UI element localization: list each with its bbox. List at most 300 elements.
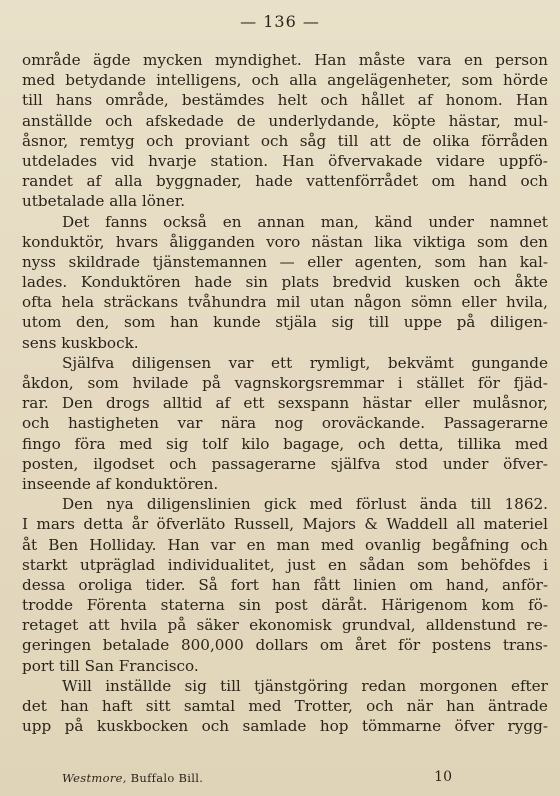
word: hästar, (448, 111, 501, 130)
word: hörde (503, 71, 548, 90)
word: fort (230, 575, 259, 594)
text-line (22, 454, 548, 474)
word: utan (309, 293, 345, 312)
word: och (320, 91, 348, 110)
word: stod (395, 454, 428, 473)
word: & (364, 515, 378, 534)
word: på (456, 313, 476, 332)
word: anför- (502, 575, 548, 594)
word: öfver- (503, 454, 548, 473)
body-text (22, 50, 548, 736)
word: Ben (48, 535, 79, 554)
text-line (22, 474, 548, 494)
text-line (22, 131, 548, 151)
word: om (431, 172, 456, 191)
text-line (22, 555, 548, 575)
word: uppe (403, 313, 442, 332)
word: intelligens, (156, 71, 242, 90)
text-line (22, 635, 548, 655)
word: ända (419, 495, 458, 514)
word: behöfdes (460, 555, 531, 574)
word: Passagerarne (443, 414, 548, 433)
word: med (119, 434, 153, 453)
word: han (271, 575, 301, 594)
word: var (228, 353, 254, 372)
word: ekonomisk (249, 616, 332, 635)
text-line (22, 595, 548, 615)
word: året (355, 636, 387, 655)
text-line (22, 716, 548, 736)
footer-imprint (62, 771, 203, 785)
word: mycken (143, 51, 203, 69)
text-line (22, 292, 548, 312)
word: fjäd- (513, 374, 548, 392)
word: någon (353, 293, 402, 312)
word: Den (62, 495, 93, 514)
word: Holliday. (89, 535, 157, 554)
word: alla (289, 71, 318, 90)
word: konduktör, (22, 232, 105, 251)
word: fått (313, 575, 341, 594)
text-line (22, 171, 548, 191)
word: uppfö- (498, 151, 548, 170)
word: Han (282, 151, 315, 170)
text-line (22, 434, 548, 454)
word: han (60, 697, 89, 715)
word: lades. (22, 273, 68, 292)
word: i (543, 555, 548, 574)
word: man, (320, 212, 359, 231)
word: passagerarne (211, 454, 316, 473)
word: när (406, 697, 433, 715)
word: om (319, 636, 344, 655)
word: Trotter, (294, 697, 353, 715)
word: år (131, 515, 149, 534)
word: och (520, 535, 548, 554)
word: retaget (22, 616, 79, 635)
word: de (236, 111, 256, 130)
word: samlade (242, 717, 307, 736)
word: känd (374, 212, 413, 231)
word: linien (353, 575, 397, 594)
word: diligensen (131, 353, 212, 372)
word: skildrade (68, 252, 140, 271)
word: utdelades (22, 151, 98, 170)
word: ett (271, 353, 293, 372)
word: med (22, 71, 56, 90)
word: inseende (22, 474, 91, 493)
word: af (215, 394, 231, 413)
word: bekvämt (387, 353, 454, 372)
word: en (222, 212, 242, 231)
word: fö- (528, 596, 548, 615)
word: område (22, 51, 81, 69)
word: stjäla (275, 313, 317, 332)
word: med (514, 434, 548, 453)
word: var (210, 535, 236, 554)
word: nya (106, 495, 134, 514)
text-line (22, 312, 548, 332)
word: redan (361, 676, 407, 695)
word: däråt. (321, 596, 368, 615)
word: Den (61, 394, 93, 413)
word: staterna (160, 596, 225, 615)
word: kom (481, 596, 515, 615)
word: tider. (145, 575, 186, 594)
word: och (520, 172, 548, 191)
word: hållet (361, 91, 405, 110)
word: själfva (330, 454, 381, 473)
word: löner. (141, 192, 186, 211)
word: säker (196, 616, 239, 635)
word: alltid (162, 394, 203, 413)
word: mul- (513, 111, 548, 130)
text-line (22, 252, 548, 272)
word: såg (299, 131, 327, 150)
word: och (201, 717, 230, 736)
word: just (287, 555, 316, 574)
word: sig (165, 434, 189, 453)
word: sin (245, 273, 268, 292)
word: hvila, (505, 293, 548, 312)
word: tjänstemannen (152, 252, 267, 271)
word: annan (257, 212, 305, 231)
word: ovanlig (365, 535, 422, 554)
word: trans- (502, 636, 548, 655)
word: öfvervakade (328, 151, 423, 170)
word: ofta (22, 293, 52, 312)
word: Russell, (233, 515, 295, 534)
word: med (320, 535, 354, 554)
word: bagage, (283, 434, 345, 453)
word: I (22, 515, 28, 534)
word: och (260, 131, 289, 150)
word: äntrade (487, 697, 548, 715)
word: kuskbock. (61, 333, 139, 352)
word: med (309, 495, 343, 514)
word: angelägenheter, (327, 71, 452, 90)
word: hand, (445, 575, 490, 594)
word: Så (198, 575, 218, 594)
word: kusken (405, 273, 460, 292)
word: sådan (359, 555, 405, 574)
word: hop (319, 717, 349, 736)
word: sträckans (103, 293, 179, 312)
word: till (337, 131, 359, 150)
word: bestämdes (181, 91, 265, 110)
word: vidare (436, 151, 485, 170)
text-line (22, 50, 548, 70)
word: sig (184, 676, 207, 695)
word: vara (417, 51, 452, 69)
word: på (202, 374, 221, 392)
word: helt (277, 91, 308, 110)
word: Det (62, 212, 90, 231)
word: sin (238, 596, 262, 615)
word: plats (281, 273, 320, 292)
word: posten, (22, 454, 79, 473)
text-line (22, 615, 548, 635)
word: tömmarne (361, 717, 442, 736)
word: Han (167, 535, 200, 554)
word: post (274, 596, 308, 615)
word: hvila (120, 616, 158, 635)
word: Härigenom (381, 596, 468, 615)
text-line (22, 272, 548, 292)
word: fingo (22, 434, 61, 453)
word: geringen (22, 636, 92, 655)
word: nästan (311, 232, 363, 251)
word: han (169, 313, 199, 332)
word: gick (263, 495, 297, 514)
word: och (22, 414, 50, 433)
word: Will (62, 676, 92, 695)
word: föra (74, 434, 106, 453)
word: materiel (483, 515, 548, 534)
word: rar. (22, 394, 49, 413)
word: åt (22, 535, 38, 554)
word: åkte (514, 273, 548, 292)
word: öfver (454, 717, 495, 736)
word: och (146, 131, 174, 150)
text-line (22, 494, 548, 514)
word: person (495, 51, 548, 69)
text-line (22, 212, 548, 232)
word: i (397, 374, 403, 392)
word: åsnor, (22, 131, 69, 150)
word: utom (22, 313, 62, 332)
word: åkdon, (22, 374, 74, 392)
word: på (64, 717, 84, 736)
word: förråden (481, 131, 548, 150)
word: en (327, 555, 347, 574)
word: honom. (445, 91, 503, 110)
word: ilgodset (93, 454, 155, 473)
word: de (402, 131, 422, 150)
word: agenten, (354, 252, 423, 271)
word: lika (374, 232, 403, 251)
word: hastigheten (67, 414, 159, 433)
word: postens (431, 636, 492, 655)
word: diligenslinien (146, 495, 251, 514)
word: mil (276, 293, 301, 312)
word: var (177, 414, 203, 433)
word: nära (220, 414, 257, 433)
word: individualitet, (167, 555, 275, 574)
word: hans (55, 91, 93, 110)
word: kuskbocken (96, 717, 189, 736)
word: voro (266, 232, 301, 251)
word: myndighet. (214, 51, 302, 69)
word: att (88, 616, 110, 635)
text-line (22, 696, 548, 716)
word: alla (109, 192, 138, 211)
word: måste (358, 51, 406, 69)
word: för (477, 374, 500, 392)
signature-mark: 10 (434, 769, 452, 785)
word: och (169, 454, 197, 473)
word: sexspann (277, 394, 350, 413)
word: utbetalade (22, 192, 105, 211)
text-line (22, 373, 548, 393)
word: dessa (22, 575, 66, 594)
word: med (248, 697, 282, 715)
word: rygg- (507, 717, 548, 736)
word: och (357, 434, 386, 453)
word: han (478, 252, 508, 271)
word: tolf (202, 434, 228, 453)
word: öfverläto (156, 515, 226, 534)
word: tillika (457, 434, 502, 453)
word: till (59, 656, 80, 675)
word: sens (22, 333, 57, 352)
word: port (22, 656, 55, 675)
word: tvåhundra (187, 293, 267, 312)
text-line (22, 111, 548, 131)
text-line (22, 535, 548, 555)
word: hvarje (148, 151, 197, 170)
word: Själfva (62, 353, 115, 372)
word: viktiga (413, 232, 466, 251)
text-line (22, 151, 548, 171)
word: och (251, 71, 280, 90)
word: drogs (106, 394, 150, 413)
word: randet (22, 172, 73, 191)
word: oroväckande. (321, 414, 426, 433)
word: dollars (255, 636, 309, 655)
word: mulåsnor, (472, 394, 548, 413)
word: som (87, 374, 119, 392)
word: begåfning (432, 535, 510, 554)
word: remtyg (79, 131, 135, 150)
word: för (398, 636, 421, 655)
word: all (456, 515, 476, 534)
word: oroliga (78, 575, 133, 594)
word: som (476, 232, 509, 251)
text-line (22, 191, 548, 211)
word: som (123, 313, 156, 332)
word: af (417, 91, 433, 110)
word: vid (110, 151, 135, 170)
word: grundval, (341, 616, 416, 635)
word: diligen- (489, 313, 548, 332)
word: detta, (398, 434, 444, 453)
word: haft (101, 697, 133, 715)
text-line (22, 353, 548, 373)
word: underlydande, (268, 111, 380, 130)
word: eller (461, 293, 497, 312)
word: område, (105, 91, 169, 110)
word: tjänstgöring (254, 676, 349, 695)
word: kal- (519, 252, 548, 271)
word: hästar (362, 394, 412, 413)
text-line (22, 514, 548, 534)
footer-title: Westmore, (62, 771, 127, 785)
word: af (95, 474, 111, 493)
word: betalade (102, 636, 170, 655)
word: till (368, 313, 390, 332)
word: station. (210, 151, 269, 170)
word: Förenta (86, 596, 147, 615)
text-line (22, 333, 548, 353)
word: hand (468, 172, 507, 191)
word: re- (526, 616, 548, 635)
word: 800,000 (180, 636, 244, 655)
text-line (22, 656, 548, 676)
word: en (463, 51, 483, 69)
text-line (22, 90, 548, 110)
word: nog (274, 414, 304, 433)
word: San (84, 656, 114, 675)
word: köpte (392, 111, 436, 130)
word: morgonen (419, 676, 498, 695)
word: Han (515, 91, 548, 110)
word: det (22, 697, 47, 715)
word: namnet (489, 212, 548, 231)
page-number: — 136 — (240, 12, 320, 31)
text-line (22, 676, 548, 696)
word: olika (432, 131, 470, 150)
text-line (22, 413, 548, 433)
word: hvars (115, 232, 159, 251)
word: eller (424, 394, 460, 413)
page-footer (62, 771, 452, 785)
word: hvilade (132, 374, 189, 392)
text-line (22, 70, 548, 90)
word: Francisco. (118, 656, 199, 675)
word: Majors (302, 515, 356, 534)
word: och (473, 273, 501, 292)
word: om (409, 575, 433, 594)
word: alldenstund (425, 616, 517, 635)
word: konduktören. (115, 474, 219, 493)
word: 1862. (504, 495, 548, 514)
word: samtal (183, 697, 236, 715)
word: kunde (213, 313, 261, 332)
word: mars (36, 515, 75, 534)
word: och (105, 111, 133, 130)
word: afskedade (145, 111, 224, 130)
word: byggnader, (155, 172, 242, 191)
text-line (22, 575, 548, 595)
word: under (442, 454, 489, 473)
word: bredvid (332, 273, 392, 292)
word: kilo (241, 434, 270, 453)
word: trodde (22, 596, 73, 615)
word: till (22, 91, 43, 110)
word: till (470, 495, 492, 514)
word: sitt (145, 697, 171, 715)
word: och (366, 697, 394, 715)
word: efter (510, 676, 548, 695)
word: man (276, 535, 310, 554)
word: proviant (184, 131, 250, 150)
word: som (461, 71, 493, 90)
word: hela (61, 293, 95, 312)
word: åligganden (169, 232, 255, 251)
word: som (417, 555, 449, 574)
word: att (369, 131, 392, 150)
word: en (246, 535, 266, 554)
word: vagnskorgsremmar (234, 374, 385, 392)
word: upp (22, 717, 52, 736)
word: utpräglad (79, 555, 156, 574)
text-line (22, 393, 548, 413)
word: starkt (22, 555, 68, 574)
word: af (86, 172, 102, 191)
word: ett (243, 394, 265, 413)
word: Waddell (386, 515, 448, 534)
